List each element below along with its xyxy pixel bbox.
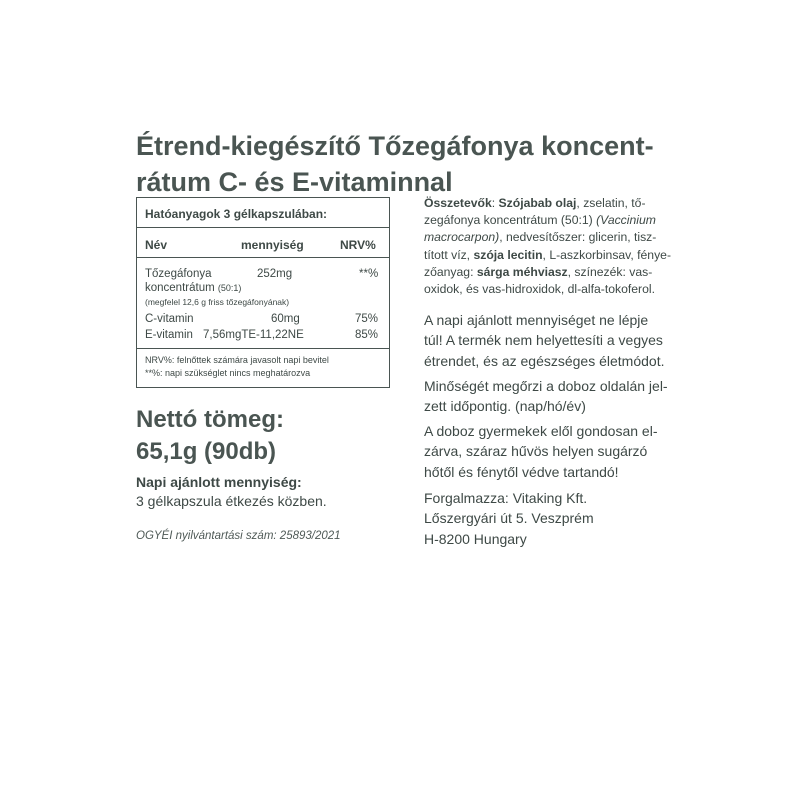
table-cell-nrv: 75% <box>355 313 379 325</box>
column-header-nrv: NRV% <box>340 238 376 252</box>
table-cell-amount: 252mg <box>257 268 293 280</box>
table-cell-name-2: koncentrátum <box>145 282 215 294</box>
children-warning-line: A doboz gyermekek elől gondosan el- <box>424 423 658 439</box>
ingredient-bold: sárga méhviasz <box>476 264 568 279</box>
net-weight-label: Nettó tömeg: <box>136 406 284 433</box>
ingredient-latin: (Vaccinium <box>596 213 656 228</box>
daily-dose-heading: Napi ajánlott mennyiség: <box>136 474 302 490</box>
ingredients-line <box>424 229 682 246</box>
table-divider <box>137 227 389 228</box>
table-cell-name-note: (megfelel 12,6 g friss tőzegáfonyának) <box>145 297 290 307</box>
ingredient-text: , színezék: vas- <box>567 264 653 279</box>
ingredients-line: Összetevők: Szójabab olaj, zselatin, tő- <box>424 196 646 210</box>
children-warning-line: zárva, száraz hűvös helyen sugárzó <box>424 443 648 460</box>
ingredients-line <box>424 264 682 281</box>
table-cell-nrv: **% <box>359 268 379 280</box>
column-header-amount: mennyiség <box>241 238 304 252</box>
ingredients-line: oxidok, és vas-hidroxidok, dl-alfa-tokoferol. <box>424 282 655 297</box>
children-warning-paragraph <box>424 421 682 482</box>
table-divider <box>137 257 389 258</box>
distributor-line: Lőszergyári út 5. Veszprém <box>424 510 594 527</box>
ingredient-text: zegáfonya koncentrátum (50:1) <box>424 213 597 228</box>
ingredient-text: zőanyag: <box>424 264 477 279</box>
children-warning-line: hőtől és fénytől védve tartandó! <box>424 463 619 480</box>
distributor-paragraph <box>424 488 682 549</box>
storage-paragraph <box>424 376 682 417</box>
warning-paragraph <box>424 310 682 371</box>
table-cell-name: Tőzegáfonya <box>145 268 212 280</box>
distributor-line: Forgalmazza: Vitaking Kft. <box>424 490 588 506</box>
title-line-2: rátum C- és E-vitaminnal <box>136 167 453 197</box>
ingredient-bold: szója lecitin <box>473 247 543 262</box>
table-cell-amount: 7,56mgTE-11,22NE <box>203 329 304 341</box>
product-title <box>136 128 676 200</box>
ingredient-bold: Szójabab olaj <box>498 196 577 210</box>
table-cell-name-line2 <box>145 282 241 294</box>
net-weight-value: 65,1g (90db) <box>136 438 277 465</box>
warning-line: A napi ajánlott mennyiséget ne lépje <box>424 312 649 328</box>
storage-line: Minőségét megőrzi a doboz oldalán jel- <box>424 378 668 394</box>
ingredients-label: Összetevők <box>424 196 492 210</box>
table-divider <box>137 348 389 349</box>
table-cell-name-ratio: (50:1) <box>217 283 242 293</box>
ingredient-text: tított víz, <box>424 247 474 262</box>
active-ingredients-table <box>136 197 390 388</box>
storage-line: zett időpontig. (nap/hó/év) <box>424 398 586 415</box>
distributor-line: H-8200 Hungary <box>424 530 527 547</box>
table-footnote: **%: napi szükséglet nincs meghatározva <box>145 368 311 378</box>
table-cell-name: E-vitamin <box>145 329 193 341</box>
table-cell-amount: 60mg <box>271 313 300 325</box>
ingredient-text: , zselatin, tő- <box>576 196 646 210</box>
registration-number: OGYÉI nyilvántartási szám: 25893/2021 <box>136 530 341 542</box>
table-cell-name: C-vitamin <box>145 313 194 325</box>
title-line-1: Étrend-kiegészítő Tőzegáfonya koncent- <box>136 131 654 161</box>
ingredients-paragraph <box>424 195 682 298</box>
column-header-name: Név <box>145 238 168 252</box>
ingredient-latin: macrocarpon) <box>424 230 500 245</box>
ingredients-line <box>424 212 682 229</box>
warning-line: túl! A termék nem helyettesíti a vegyes <box>424 332 663 349</box>
net-weight <box>136 404 284 468</box>
warning-line: étrendet, és az egészséges életmódot. <box>424 352 665 369</box>
table-footnote: NRV%: felnőttek számára javasolt napi bevitel <box>145 355 329 365</box>
ingredients-line <box>424 247 682 264</box>
daily-dose-text: 3 gélkapszula étkezés közben. <box>136 493 327 509</box>
table-cell-nrv: 85% <box>355 329 379 341</box>
table-heading: Hatóanyagok 3 gélkapszulában: <box>145 207 328 221</box>
ingredient-text: , nedvesítőszer: glicerin, tisz- <box>499 230 657 245</box>
ingredient-text: , L-aszkorbinsav, fénye- <box>542 247 672 262</box>
